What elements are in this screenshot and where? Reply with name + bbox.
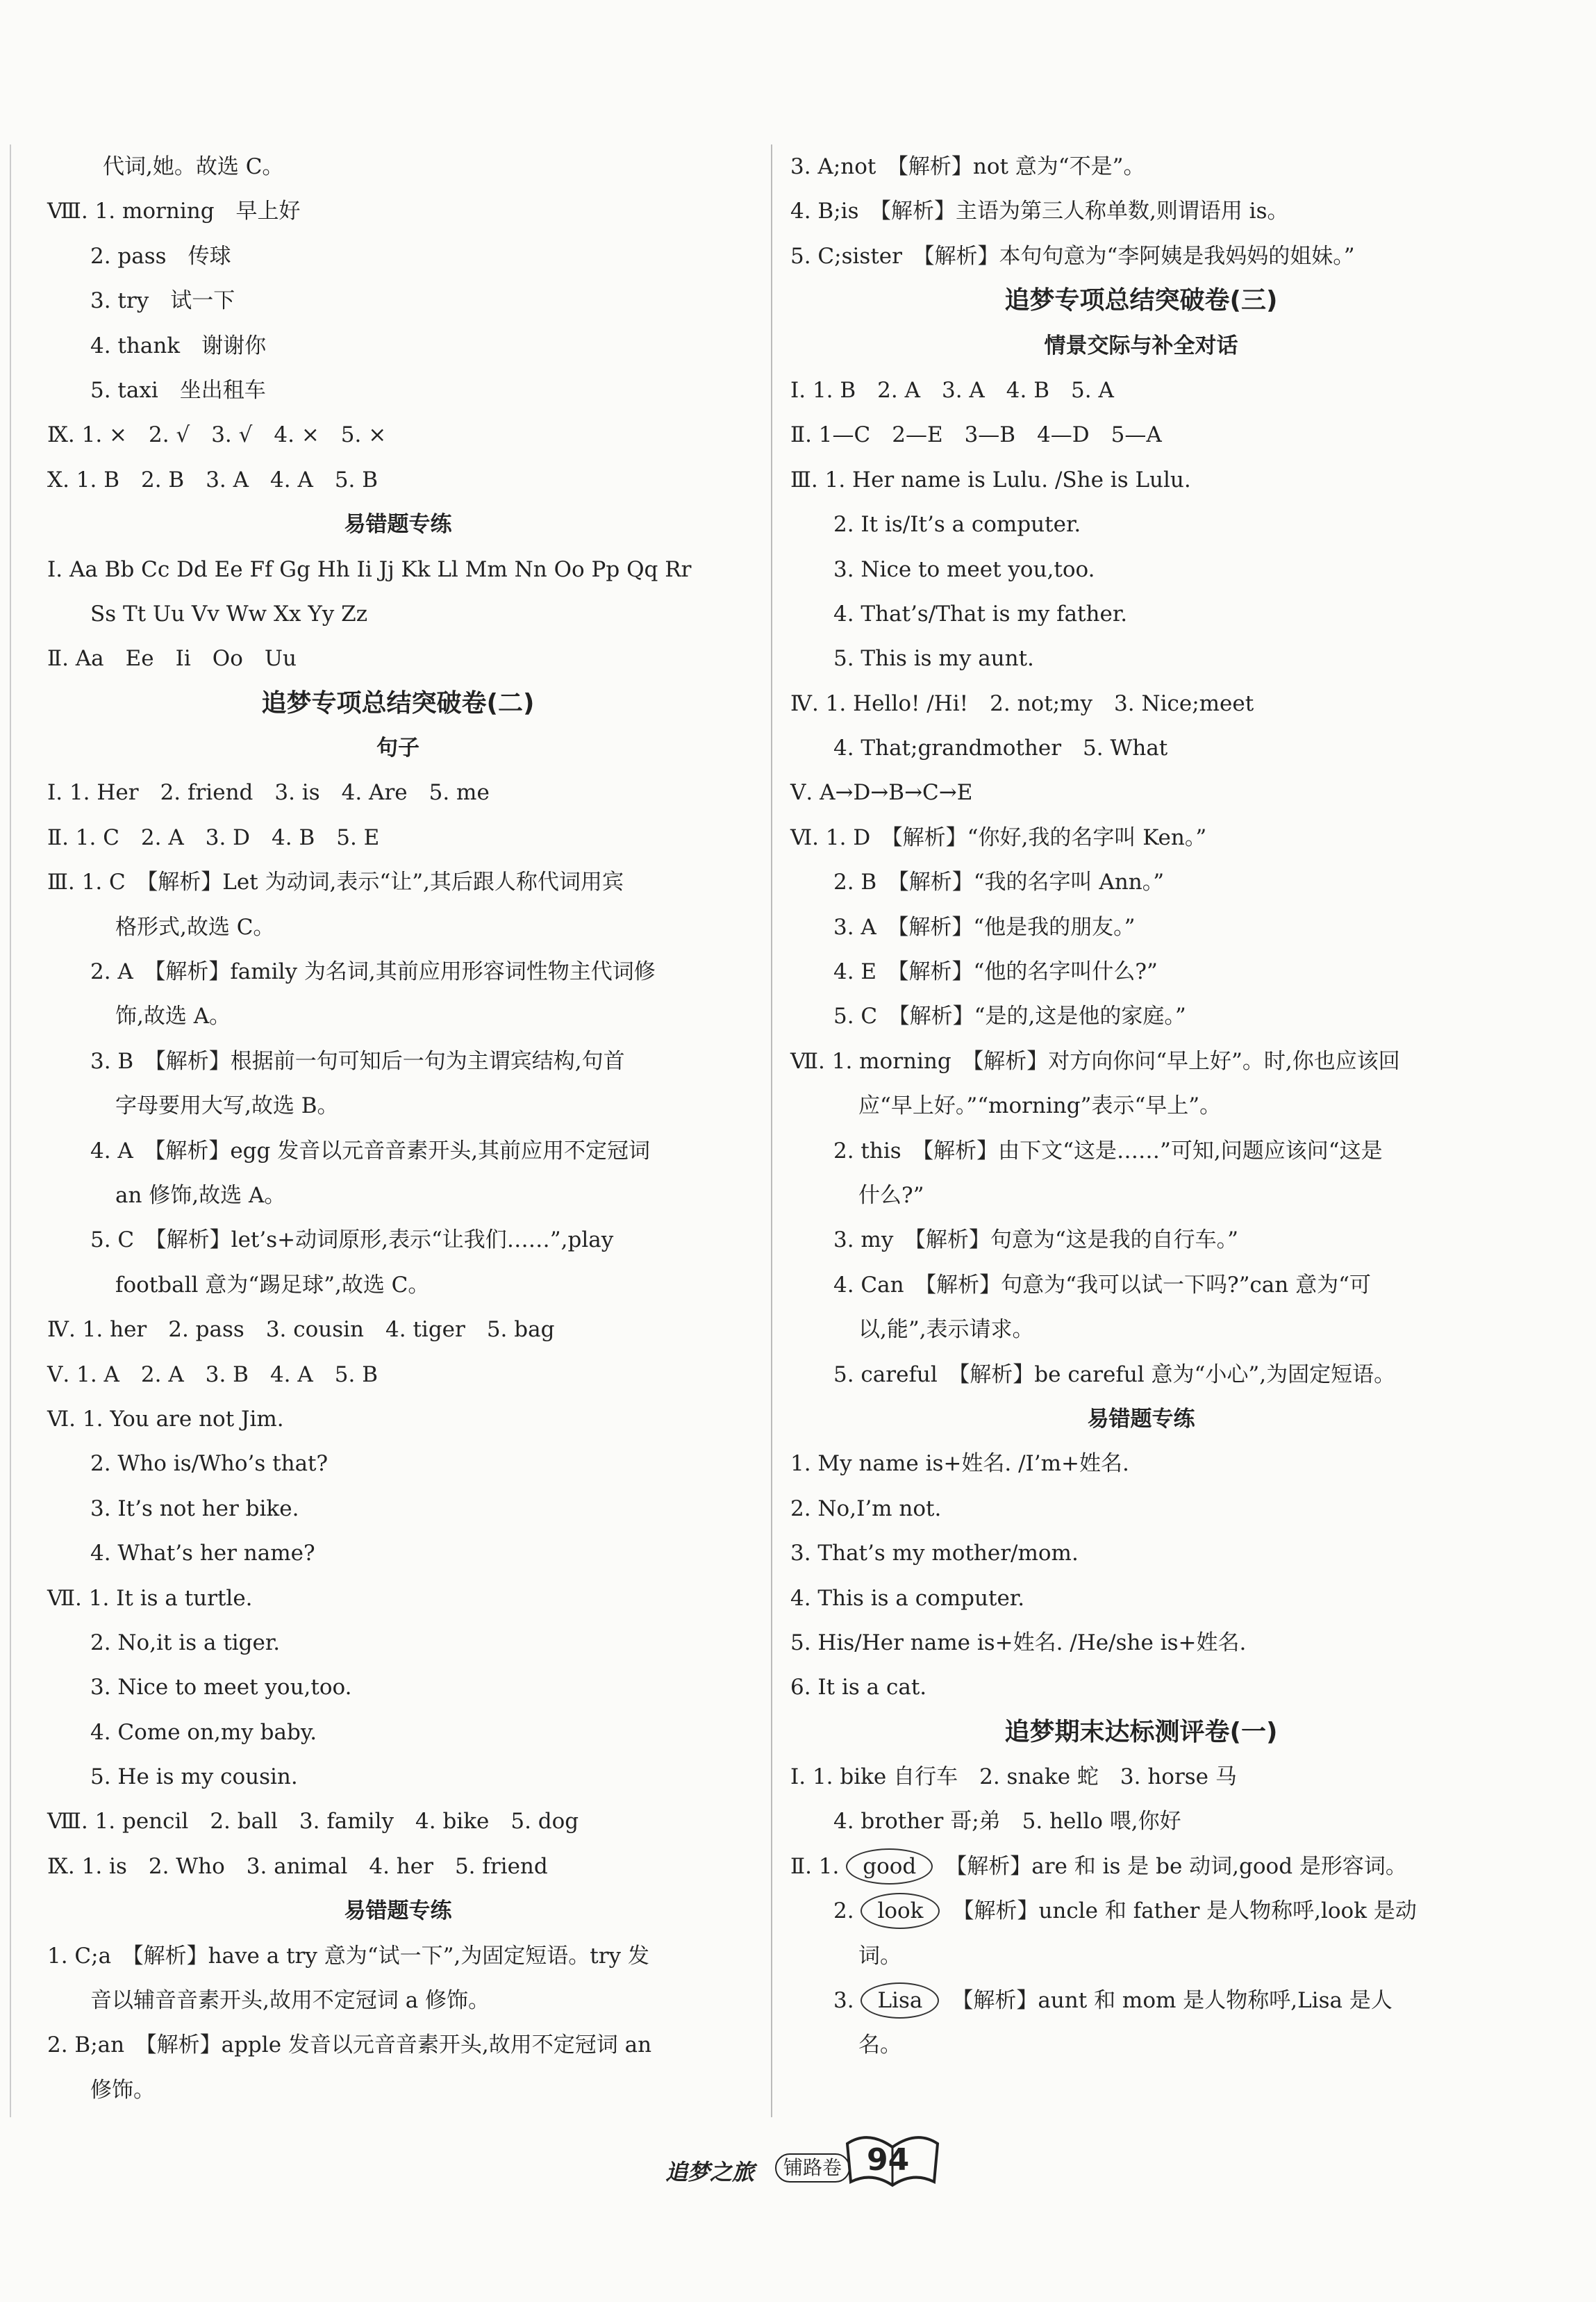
answer-line: 4. A 【解析】egg 发音以元音音素开头,其前应用不定冠词 <box>90 1138 651 1164</box>
answer-line: 音以辅音音素开头,故用不定冠词 a 修饰。 <box>90 1988 490 2014</box>
answer-line: 4. What’s her name? <box>90 1541 315 1566</box>
answer-line: 3. It’s not her bike. <box>90 1496 299 1521</box>
subsection-heading: 易错题专练 <box>344 1898 452 1924</box>
page-edge-line <box>10 144 11 2117</box>
answer-number: Ⅱ. 1. <box>790 1853 847 1879</box>
answer-line: 代词,她。故选 C。 <box>103 154 284 179</box>
answer-line: 5. His/Her name is+姓名. /He/she is+姓名. <box>790 1630 1247 1655</box>
answer-line: Ⅶ. 1. morning 【解析】对方向你问“早上好”。时,你也应该回 <box>790 1048 1400 1074</box>
answer-line: 名。 <box>858 2032 901 2058</box>
answer-line: 5. C 【解析】“是的,这是他的家庭。” <box>833 1004 1186 1029</box>
answer-line: 1. My name is+姓名. /I’m+姓名. <box>790 1451 1129 1477</box>
answer-line: Ⅷ. 1. morning 早上好 <box>47 199 301 224</box>
answer-line: Ⅵ. 1. You are not Jim. <box>47 1406 284 1432</box>
answer-line: 2. A 【解析】family 为名词,其前应用形容词性物主代词修 <box>90 959 656 985</box>
answer-line: Ⅳ. 1. her 2. pass 3. cousin 4. tiger 5. bag <box>47 1317 555 1343</box>
answer-line: 6. It is a cat. <box>790 1675 927 1700</box>
answer-line: 什么?” <box>858 1182 924 1208</box>
answer-line: 3. Nice to meet you,too. <box>90 1675 352 1700</box>
answer-line: Ⅶ. 1. It is a turtle. <box>47 1585 253 1611</box>
answer-line: Ⅴ. 1. A 2. A 3. B 4. A 5. B <box>47 1361 378 1387</box>
answer-line: 4. That;grandmother 5. What <box>833 736 1168 761</box>
answer-line: Ⅸ. 1. × 2. √ 3. √ 4. × 5. × <box>47 422 387 448</box>
answer-line: Ⅸ. 1. is 2. Who 3. animal 4. her 5. friend <box>47 1853 548 1879</box>
subsection-heading: 句子 <box>376 736 419 761</box>
answer-line: 2. Who is/Who’s that? <box>90 1451 329 1477</box>
answer-line: 5. careful 【解析】be careful 意为“小心”,为固定短语。 <box>833 1361 1396 1387</box>
right-column <box>790 144 1492 2068</box>
subsection-heading: 情景交际与补全对话 <box>1044 333 1238 358</box>
answer-line: football 意为“踢足球”,故选 C。 <box>115 1272 430 1298</box>
answer-line: 5. C;sister 【解析】本句句意为“李阿姨是我妈妈的姐妹。” <box>790 243 1355 269</box>
answer-line: 词。 <box>858 1943 901 1969</box>
circled-answer: Lisa <box>861 1982 939 2019</box>
answer-line: Ⅱ. 1. C 2. A 3. D 4. B 5. E <box>47 825 380 850</box>
answer-line: 2. It is/It’s a computer. <box>833 512 1081 538</box>
answer-line: Ⅲ. 1. Her name is Lulu. /She is Lulu. <box>790 467 1191 492</box>
answer-line: Ⅱ. 1—C 2—E 3—B 4—D 5—A <box>790 422 1162 448</box>
answer-line: 3. my 【解析】句意为“这是我的自行车。” <box>833 1227 1239 1253</box>
answer-line: Ⅲ. 1. C 【解析】Let 为动词,表示“让”,其后跟人称代词用宾 <box>47 870 624 895</box>
answer-line: 2. B 【解析】“我的名字叫 Ann。” <box>833 870 1165 895</box>
answer-line <box>790 1978 1492 2023</box>
answer-explanation: 【解析】uncle 和 father 是人物称呼,look 是动 <box>952 1898 1417 1924</box>
brand-badge: 铺路卷 <box>775 2153 850 2183</box>
answer-line: 4. brother 哥;弟 5. hello 喂,你好 <box>833 1809 1181 1835</box>
answer-line: 5. C 【解析】let’s+动词原形,表示“让我们……”,play <box>90 1227 614 1253</box>
answer-line: 2. this 【解析】由下文“这是……”可知,问题应该问“这是 <box>833 1138 1383 1164</box>
answer-line: Ⅰ. 1. Her 2. friend 3. is 4. Are 5. me <box>47 780 490 806</box>
answer-line <box>790 1844 1492 1889</box>
answer-line: Ⅱ. Aa Ee Ii Oo Uu <box>47 646 297 672</box>
answer-line: 4. E 【解析】“他的名字叫什么?” <box>833 959 1158 985</box>
answer-line: 5. taxi 坐出租车 <box>90 377 266 403</box>
answer-line: Ⅹ. 1. B 2. B 3. A 4. A 5. B <box>47 467 379 492</box>
answer-line: 4. thank 谢谢你 <box>90 333 267 358</box>
answer-line: 修饰。 <box>90 2077 155 2103</box>
answer-line: 4. Can 【解析】句意为“我可以试一下吗?”can 意为“可 <box>833 1272 1371 1298</box>
answer-line: 4. Come on,my baby. <box>90 1719 317 1745</box>
left-column <box>47 144 749 2112</box>
answer-explanation: 【解析】aunt 和 mom 是人物称呼,Lisa 是人 <box>951 1988 1393 2014</box>
circled-answer: look <box>861 1893 940 1929</box>
brand-logo: 追梦之旅 <box>665 2159 755 2185</box>
answer-line: 2. B;an 【解析】apple 发音以元音音素开头,故用不定冠词 an <box>47 2032 652 2058</box>
answer-line: 饰,故选 A。 <box>115 1004 231 1029</box>
answer-line: 3. try 试一下 <box>90 288 235 314</box>
answer-line: Ⅰ. 1. bike 自行车 2. snake 蛇 3. horse 马 <box>790 1764 1237 1790</box>
answer-line: 3. A 【解析】“他是我的朋友。” <box>833 914 1136 940</box>
answer-line: 字母要用大写,故选 B。 <box>115 1093 339 1119</box>
page-number: 94 <box>867 2142 910 2178</box>
answer-line: Ⅰ. 1. B 2. A 3. A 4. B 5. A <box>790 377 1114 403</box>
page-footer <box>660 2119 979 2195</box>
answer-line: Ⅳ. 1. Hello! /Hi! 2. not;my 3. Nice;meet <box>790 690 1254 716</box>
answer-number: 2. <box>833 1898 861 1924</box>
answer-line: 2. No,I’m not. <box>790 1496 942 1521</box>
answer-line <box>790 1889 1492 1933</box>
answer-line: 5. This is my aunt. <box>833 646 1034 672</box>
answer-line: 5. He is my cousin. <box>90 1764 298 1790</box>
answer-line: 3. That’s my mother/mom. <box>790 1541 1079 1566</box>
answer-line: 3. A;not 【解析】not 意为“不是”。 <box>790 154 1145 179</box>
subsection-heading: 易错题专练 <box>344 512 452 538</box>
answer-line: Ⅷ. 1. pencil 2. ball 3. family 4. bike 5. dog <box>47 1809 579 1835</box>
answer-line: 4. B;is 【解析】主语为第三人称单数,则谓语用 is。 <box>790 199 1289 224</box>
column-divider <box>771 144 772 2117</box>
section-heading: 追梦期末达标测评卷(一) <box>1004 1717 1278 1746</box>
answer-line: 1. C;a 【解析】have a try 意为“试一下”,为固定短语。try 发 <box>47 1943 649 1969</box>
answer-line: 3. Nice to meet you,too. <box>833 556 1095 582</box>
answer-number: 3. <box>833 1988 861 2014</box>
answer-line: 2. pass 传球 <box>90 243 231 269</box>
answer-line: 2. No,it is a tiger. <box>90 1630 281 1655</box>
answer-line: Ⅴ. A→D→B→C→E <box>790 780 973 806</box>
section-heading: 追梦专项总结突破卷(二) <box>261 688 535 718</box>
answer-explanation: 【解析】are 和 is 是 be 动词,good 是形容词。 <box>945 1853 1407 1879</box>
answer-line: 4. This is a computer. <box>790 1585 1025 1611</box>
answer-line: 应“早上好。”“morning”表示“早上”。 <box>858 1093 1222 1119</box>
section-heading: 追梦专项总结突破卷(三) <box>1004 286 1278 315</box>
answer-line: Ⅵ. 1. D 【解析】“你好,我的名字叫 Ken。” <box>790 825 1207 850</box>
circled-answer: good <box>846 1848 933 1885</box>
answer-line: 以,能”,表示请求。 <box>858 1317 1034 1343</box>
answer-line: Ⅰ. Aa Bb Cc Dd Ee Ff Gg Hh Ii Jj Kk Ll Mm Nn Oo Pp Qq Rr <box>47 556 692 582</box>
answer-line: 格形式,故选 C。 <box>115 914 275 940</box>
subsection-heading: 易错题专练 <box>1087 1406 1195 1432</box>
answer-line: an 修饰,故选 A。 <box>115 1182 286 1208</box>
answer-line: Ss Tt Uu Vv Ww Xx Yy Zz <box>90 601 368 627</box>
answer-line: 4. That’s/That is my father. <box>833 601 1128 627</box>
answer-line: 3. B 【解析】根据前一句可知后一句为主谓宾结构,句首 <box>90 1048 625 1074</box>
